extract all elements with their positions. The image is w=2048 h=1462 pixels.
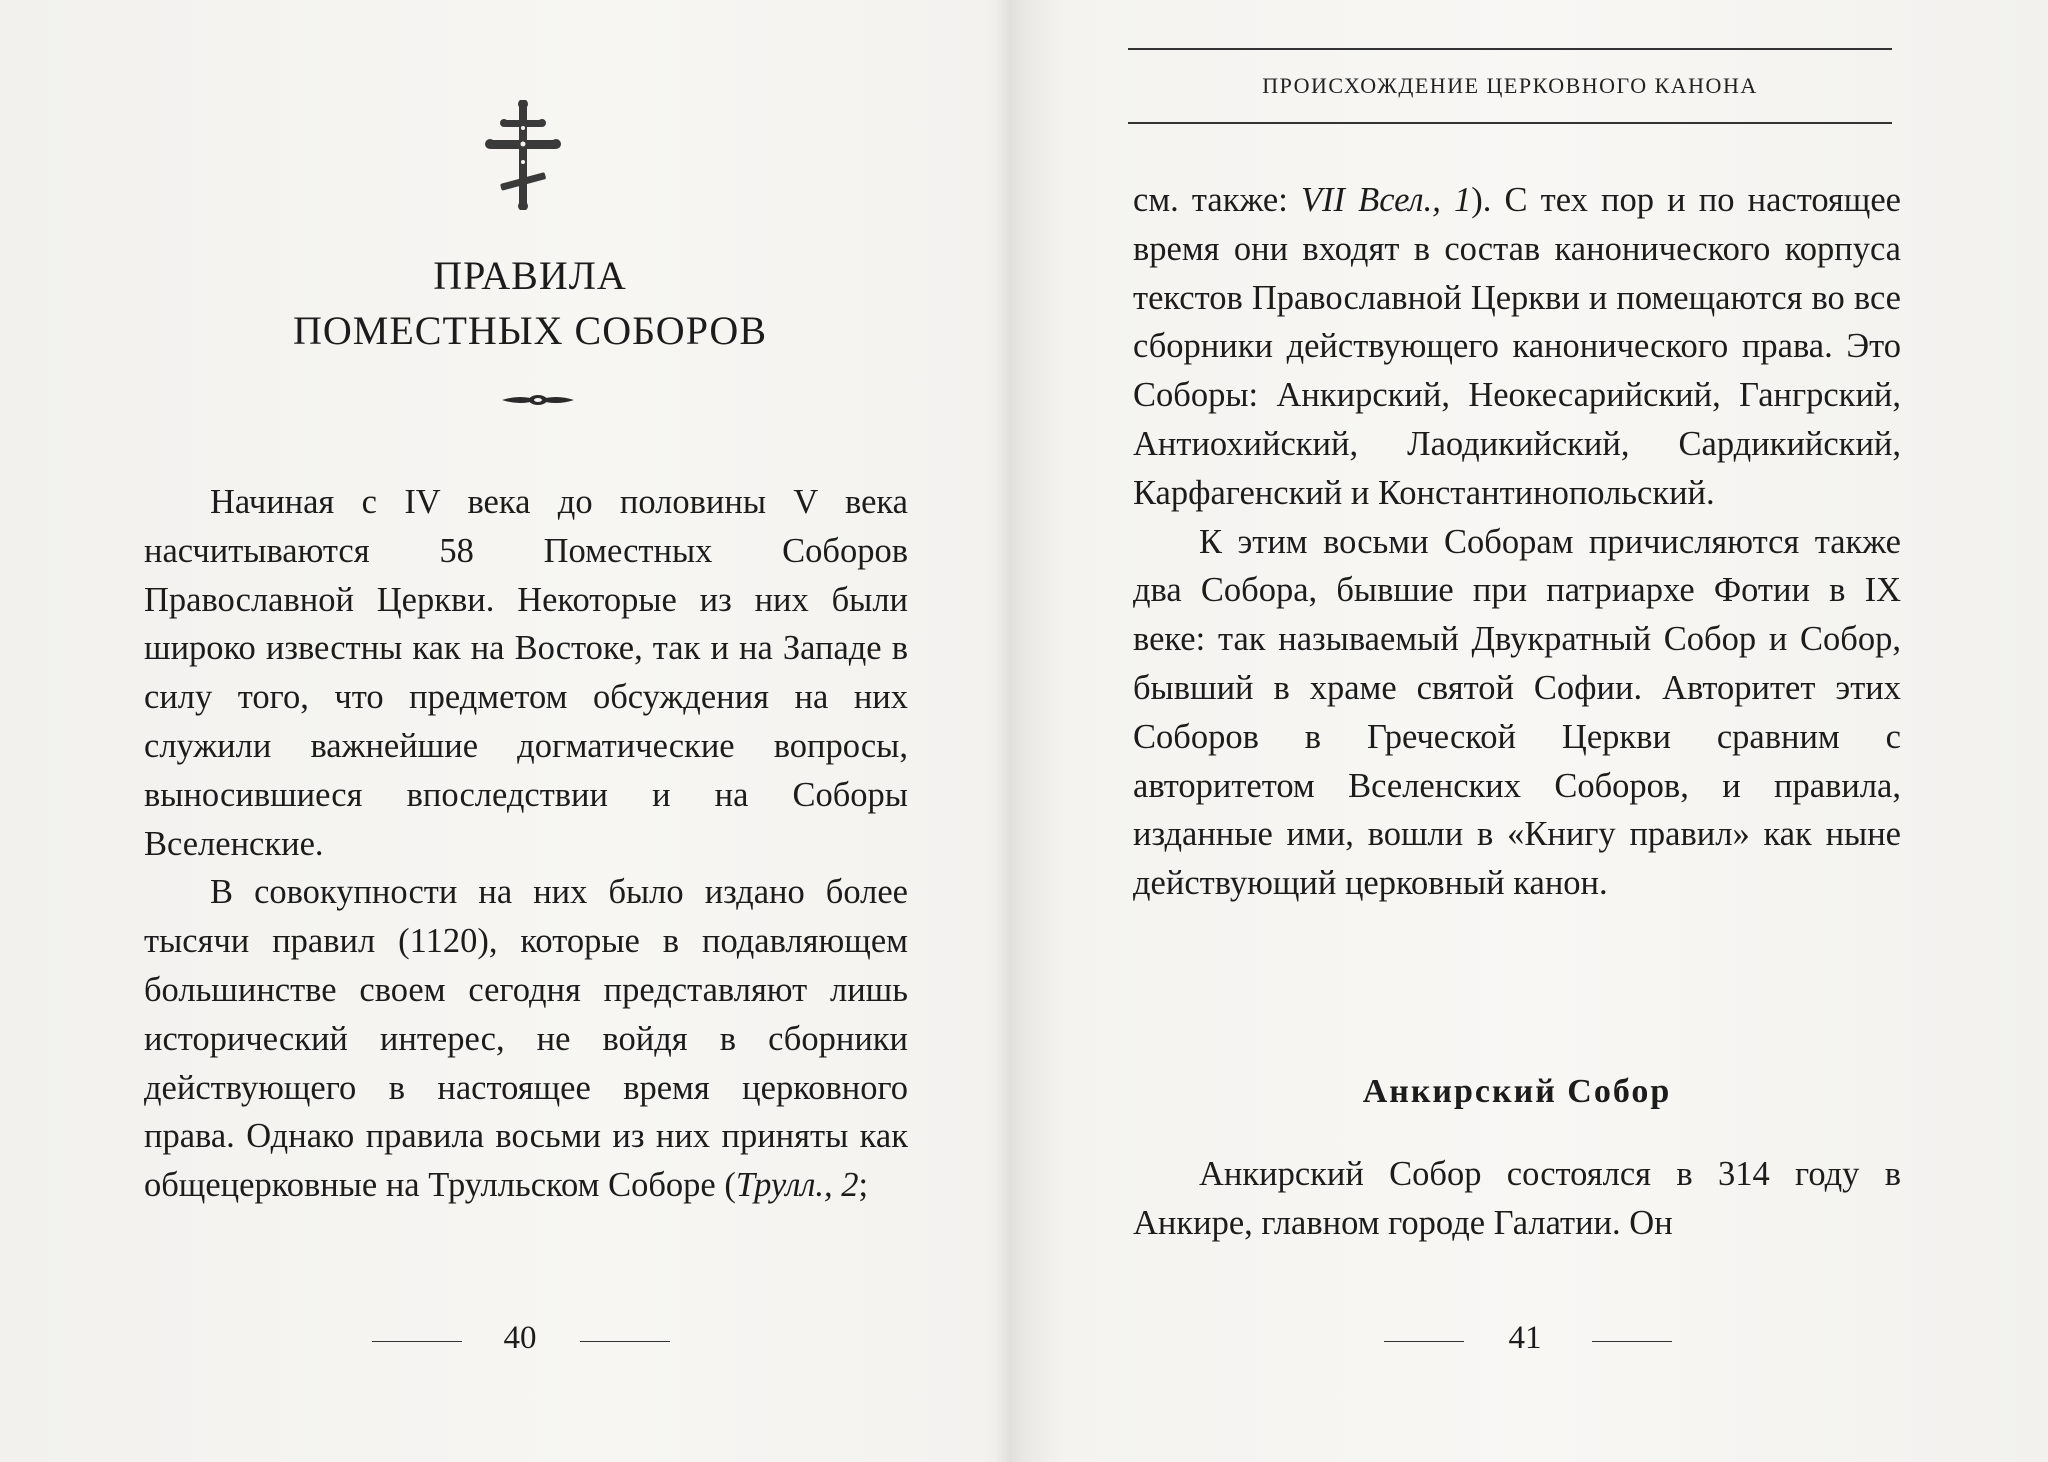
left-page bbox=[0, 0, 1020, 1462]
chapter-title-line1: ПРАВИЛА bbox=[433, 253, 627, 298]
folio-rule-right bbox=[580, 1341, 670, 1342]
folio-rule-left bbox=[1384, 1341, 1464, 1342]
folio-rule-left bbox=[372, 1341, 462, 1342]
folio-rule-right bbox=[1592, 1341, 1672, 1342]
running-head bbox=[1128, 48, 1892, 124]
fleuron-ornament-icon bbox=[500, 392, 576, 408]
paragraph-continued bbox=[1133, 176, 1901, 518]
paragraph-text: В совокупности на них было издано более тысячи правил (1120), которые в подавляющем большинстве своем сегодня представляют лишь исторический интерес, не войдя в сборники действующего в настоящее время церковного права. Однако правила восьми из них приняты как общецерковные на Трулльском Соборе ( bbox=[144, 873, 908, 1205]
reference-trull: Трулл., 2 bbox=[735, 1166, 859, 1205]
cont-rest: ). С тех пор и по настоящее время они входят в состав канонического корпуса текстов Православной Церкви и помещаются во все сборники действующего канонического права. Это Соборы: Анкирский, Неокесарийский, Гангрский, Антиохийский, Лаодикийский, Сардикийский, Карфагенский и Константинопольский. bbox=[1133, 181, 1901, 512]
running-head-text: ПРОИСХОЖДЕНИЕ ЦЕРКОВНОГО КАНОНА bbox=[1262, 73, 1758, 98]
right-body-text-2 bbox=[1133, 1150, 1901, 1248]
page-number: 40 bbox=[503, 1320, 537, 1356]
reference-vii: VII Всел., 1 bbox=[1300, 181, 1472, 219]
paragraph: К этим восьми Соборам причисляются также два Собора, бывшие при патриархе Фотии в IX веке: так называемый Двукратный Собор и Собор, бывший в храме святой Софии. Авторитет этих Соборов в Греческой Церкви сравним с авторитетом Вселенских Соборов, и правила, изданные ими, вошли в «Книгу правил» как ныне действующий церковный канон. bbox=[1133, 522, 1901, 903]
section-heading: Анкирский Собор bbox=[1362, 1073, 1672, 1110]
page-number: 41 bbox=[1508, 1320, 1542, 1356]
chapter-title-line2: ПОМЕСТНЫХ СОБОРОВ bbox=[293, 308, 767, 353]
paragraph-with-ref bbox=[144, 868, 908, 1210]
left-body-text bbox=[144, 478, 908, 1210]
cont-start: см. также: bbox=[1133, 181, 1301, 219]
paragraph: Анкирский Собор состоялся в 314 году в Анкире, главном городе Галатии. Он bbox=[1133, 1155, 1901, 1242]
reference-tail: ; bbox=[858, 1166, 869, 1205]
show-through-text: ‎ ‎ ‎ ‎ ‎ ‎ ‎ ‎ bbox=[150, 65, 210, 102]
paragraph: Начиная с IV века до половины V века насчитываются 58 Поместных Соборов Православной Церкви. Некоторые из них были широко известны как на Востоке, так и на Западе в силу того, что предметом обсуждения на них служили важнейшие догматические вопросы, выносившиеся впоследствии и на Соборы Вселенские. bbox=[144, 483, 908, 863]
orthodox-cross-icon bbox=[480, 100, 566, 210]
right-body-text bbox=[1133, 176, 1901, 908]
